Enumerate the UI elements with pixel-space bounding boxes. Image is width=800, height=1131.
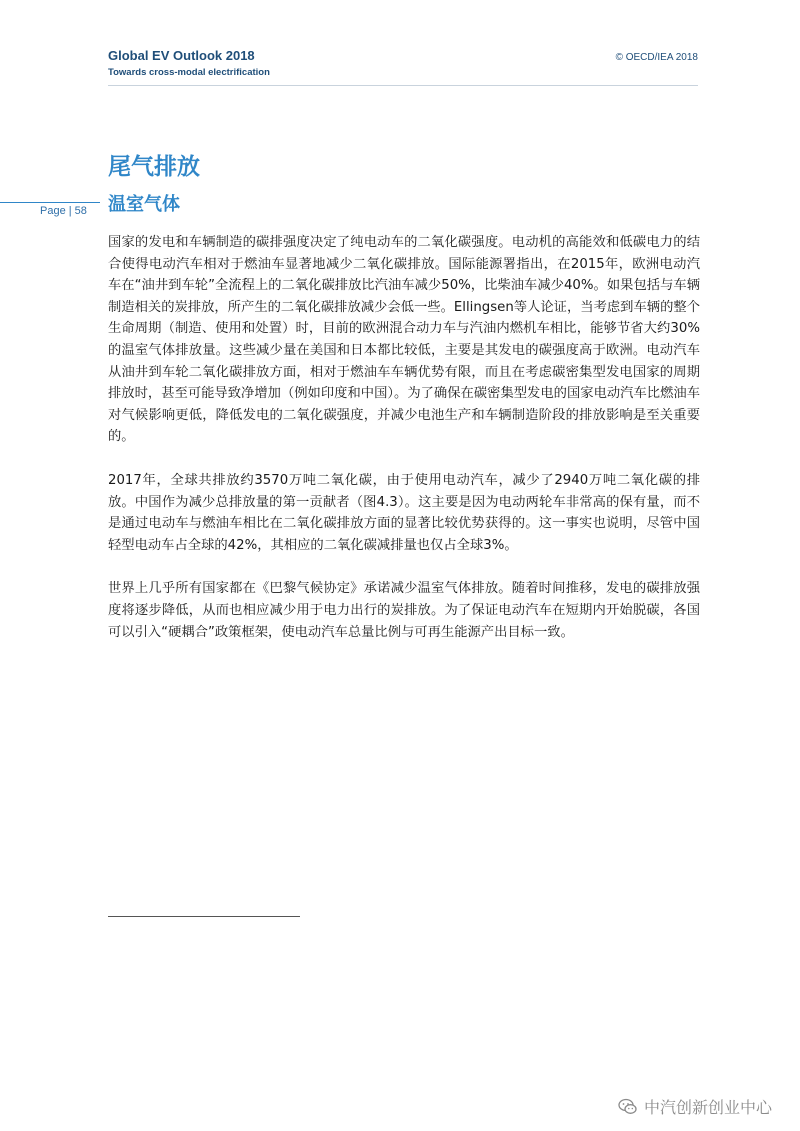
report-subtitle: Towards cross-modal electrification [108,67,270,78]
page-marker-rule [0,202,100,203]
paragraph-1: 国家的发电和车辆制造的碳排强度决定了纯电动车的二氧化碳强度。电动机的高能效和低碳电力的结合使得电动汽车相对于燃油车显著地减少二氧化碳排放。国际能源署指出，在2015年，欧洲电动汽车在“油井到车轮”全流程上的二氧化碳排放比汽油车减少50%，比柴油车减少40%。如果包括与车辆制造相关的炭排放，所产生的二氧化碳排放减少会低一些。Ellingsen等人论证，当考虑到车辆的整个生命周期（制造、使用和处置）时，目前的欧洲混合动力车与汽油内燃机车相比，能够节省大约30%的温室气体排放量。这些减少量在美国和日本都比较低，主要是其发电的碳强度高于欧洲。电动汽车从油井到车轮二氧化碳排放方面，相对于燃油车车辆优势有限，而且在考虑碳密集型发电国家的周期排放时，甚至可能导致净增加（例如印度和中国）。为了确保在碳密集型发电的国家电动汽车比燃油车对气候影响更低，降低发电的二氧化碳强度，并减少电池生产和车辆制造阶段的排放影响是至关重要的。 [108,235,700,445]
wechat-icon [618,1097,638,1117]
body-text [108,232,700,665]
footnote-divider [108,916,300,917]
subsection-title: 温室气体 [108,194,180,215]
watermark [618,1095,772,1118]
copyright-notice: © OECD/IEA 2018 [615,52,698,63]
paragraph-2: 2017年，全球共排放约3570万吨二氧化碳，由于使用电动汽车，减少了2940万吨二氧化碳的排放。中国作为减少总排放量的第一贡献者（图4.3）。这主要是因为电动两轮车非常高的保有量，而不是通过电动车与燃油车相比在二氧化碳排放方面的显著比较优势获得的。这一事实也说明，尽管中国轻型电动车占全球的42%，其相应的二氧化碳减排量也仅占全球3%。 [108,472,700,553]
section-title: 尾气排放 [108,154,200,180]
header-divider [108,85,698,86]
report-title: Global EV Outlook 2018 [108,48,255,63]
watermark-text: 中汽创新创业中心 [643,1098,772,1117]
page-number: Page | 58 [40,205,87,217]
paragraph-3: 世界上几乎所有国家都在《巴黎气候协定》承诺减少温室气体排放。随着时间推移，发电的碳排放强度将逐步降低，从而也相应减少用于电力出行的炭排放。为了保证电动汽车在短期内开始脱碳，各国可以引入“硬耦合”政策框架，使电动汽车总量比例与可再生能源产出目标一致。 [108,581,700,640]
